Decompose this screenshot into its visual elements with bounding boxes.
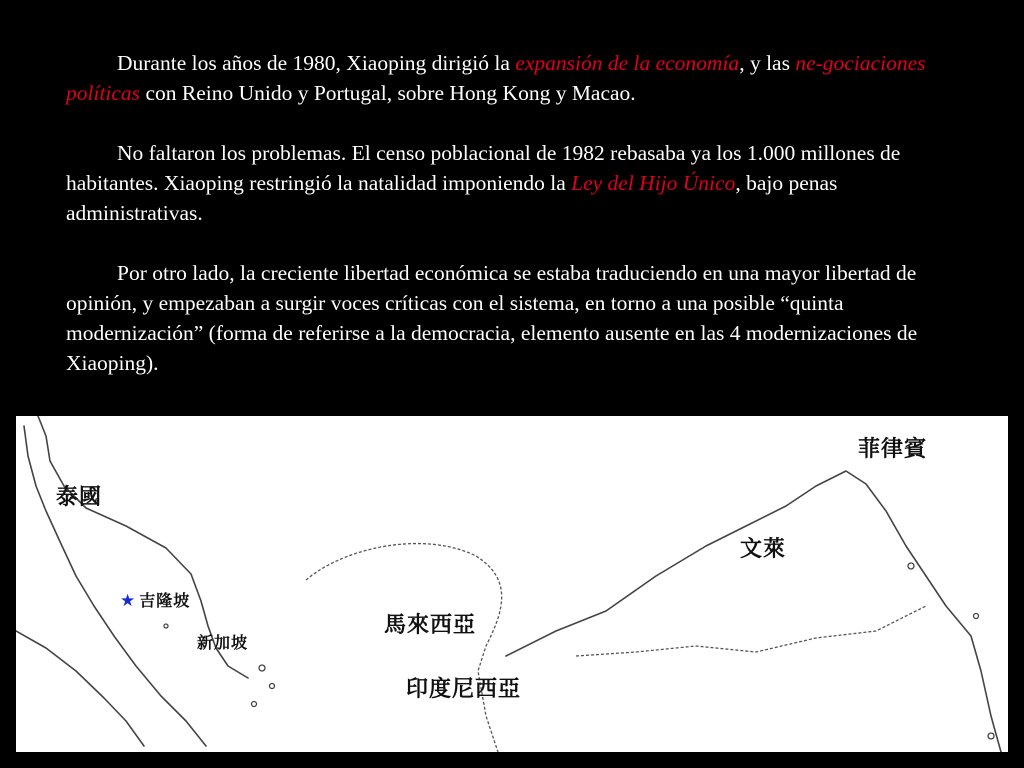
island-5 — [908, 563, 914, 569]
capital-star-icon: ★ — [120, 591, 137, 611]
paragraph-3-part-1: Por otro lado, la creciente libertad económica se estaba traduciendo en una mayor libertad de opinión, y empezaban a surgir voces críticas con el sistema, en torno a una posible “quinta modernización” (forma de referirse a la democracia, elemento ausente en las 4 modernizaciones de Xiaoping). — [66, 261, 918, 375]
sumatra-coast — [16, 631, 144, 746]
borneo-land-border — [576, 606, 926, 656]
paragraph-1-highlight-negotiations: ne-gociaciones políticas — [66, 51, 926, 105]
paragraph-1-part-3: , y las — [739, 51, 796, 75]
paragraph-1-part-1: Durante los años de 1980, Xiaoping dirigió la — [117, 51, 516, 75]
slide-text — [66, 48, 964, 378]
map-label-singapore: 新加坡 — [197, 633, 249, 652]
island-7 — [988, 733, 994, 739]
paragraph-3 — [66, 258, 964, 378]
paragraph-1 — [66, 48, 964, 108]
island-2 — [270, 684, 275, 689]
peninsula-west-coast — [24, 426, 206, 746]
map-label-kuala-lumpur — [120, 588, 190, 611]
island-3 — [252, 702, 257, 707]
paragraph-1-highlight-economy: expansión de la economía — [515, 51, 740, 75]
paragraph-2-part-3: , bajo penas administrativas. — [66, 171, 838, 225]
kuala-lumpur-text: 吉隆坡 — [139, 591, 191, 610]
paragraph-2-part-1: No faltaron los problemas. El censo poblacional de 1982 rebasaba ya los 1.000 millones de habitantes. Xiaoping restringió la natalidad imponiendo la — [66, 141, 901, 195]
island-6 — [974, 614, 979, 619]
map-label-brunei: 文萊 — [740, 537, 787, 562]
paragraph-1-part-5: con Reino Unido y Portugal, sobre Hong Kong y Macao. — [140, 81, 636, 105]
maritime-boundary — [306, 544, 502, 752]
map-label-philippines: 菲律賓 — [858, 437, 928, 462]
map-label-malaysia: 馬來西亞 — [384, 613, 477, 638]
borneo-north-coast — [506, 471, 926, 656]
paragraph-2 — [66, 138, 964, 228]
island-4 — [164, 624, 168, 628]
map-label-thailand: 泰國 — [56, 485, 103, 510]
map-label-indonesia: 印度尼西亞 — [406, 677, 522, 702]
map-image — [16, 416, 1008, 752]
paragraph-2-highlight-one-child-law: Ley del Hijo Único — [571, 171, 736, 195]
borneo-east-coast — [926, 576, 1001, 752]
island-1 — [259, 665, 265, 671]
